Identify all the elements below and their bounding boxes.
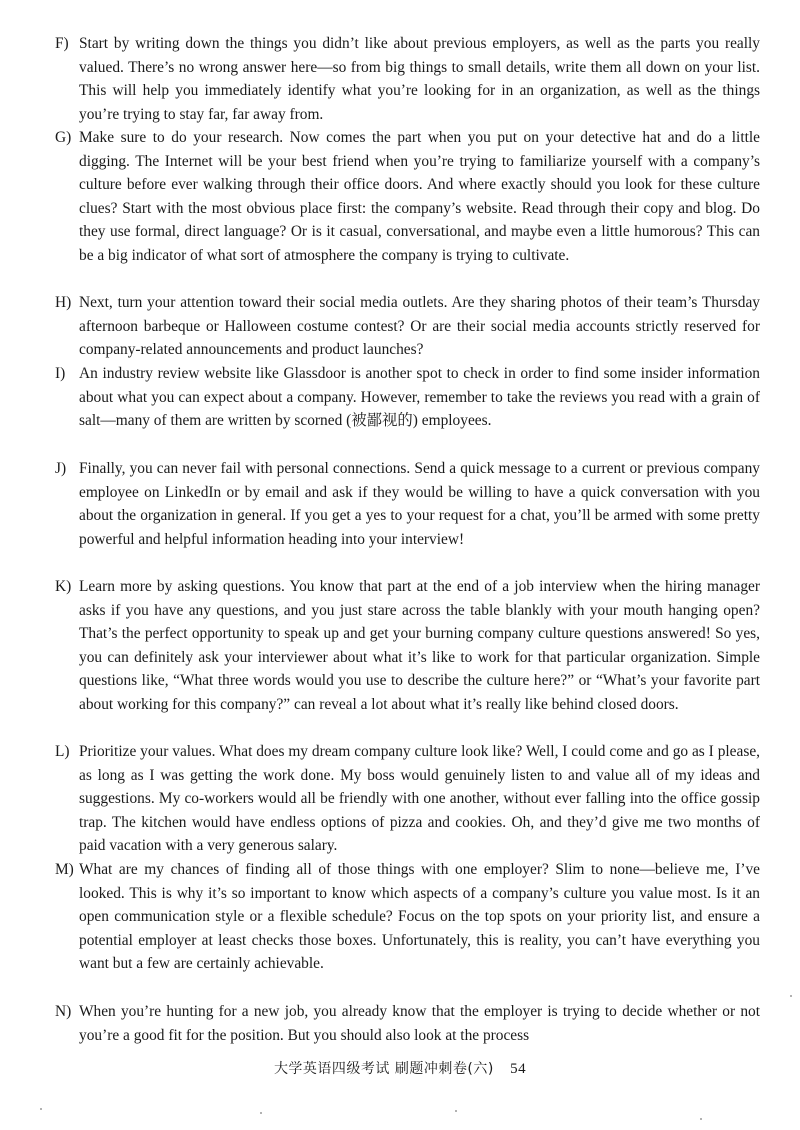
paragraph-text: Learn more by asking questions. You know that part at the end of a job interview when the hiring manager asks if you have any questions, and you just stare across the table blankly with your mouth hanging open? That’s the perfect opportunity to speak up and get your burning company culture questions answered! So yes, you can definitely ask your interviewer about what it’s like to work for that particular organization. Simple questions like, “What three words would you use to describe the culture here?” or “What’s your favorite part about working for this company?” can reveal a lot about what it’s really like behind closed doors. xyxy=(79,578,760,713)
paragraph-n xyxy=(55,1000,760,1048)
scan-speck xyxy=(40,1108,42,1110)
paragraph-text: An industry review website like Glassdoor is another spot to check in order to find some insider information about what you can expect about a company. However, remember to take the reviews you read with a grain of salt—many of them are written by scorned (被鄙视的) employees. xyxy=(79,365,760,430)
paragraph-label: L) xyxy=(55,743,70,760)
paragraph-h xyxy=(55,291,760,362)
paragraph-m xyxy=(55,858,760,976)
paragraph-i xyxy=(55,362,760,433)
paragraph-label: N) xyxy=(55,1003,72,1020)
paragraph-label: H) xyxy=(55,294,72,311)
page-footer xyxy=(0,1058,800,1078)
paragraph-text: Prioritize your values. What does my dream company culture look like? Well, I could come and go as I please, as long as I was getting the work done. My boss would genuinely listen to and value all of my ideas and suggestions. My co-workers would all be friendly with one another, without ever falling into the office gossip trap. The kitchen would have endless options of pizza and cookies. Oh, and they’d give me two months of paid vacation with a very generous salary. xyxy=(79,743,760,855)
paragraph-label: G) xyxy=(55,129,72,146)
paragraph-l xyxy=(55,740,760,858)
paragraph-text: When you’re hunting for a new job, you already know that the employer is trying to decide whether or not you’re a good fit for the position. But you should also look at the process xyxy=(79,1003,760,1044)
scan-speck xyxy=(455,1110,457,1112)
paragraph-text: Make sure to do your research. Now comes the part when you put on your detective hat and do a little digging. The Internet will be your best friend when you’re trying to familiarize yourself with a company’s culture before ever walking through their office doors. And where exactly should you look for these culture clues? Start with the most obvious place first: the company’s website. Read through their copy and blog. Do they use formal, direct language? Or is it casual, conversational, and maybe even a little humorous? This can be a big indicator of what sort of atmosphere the company is trying to cultivate. xyxy=(79,129,760,264)
paragraph-label: K) xyxy=(55,578,72,595)
paragraph-g xyxy=(55,126,760,268)
footer-title: 大学英语四级考试 刷题冲刺卷(六) xyxy=(273,1061,494,1077)
paragraph-text: What are my chances of finding all of those things with one employer? Slim to none—believe me, I’ve looked. This is why it’s so important to know which aspects of a company’s culture you value most. Is it an open communication style or a flexible schedule? Focus on the top spots on your priority list, and ensure a potential employer at least checks those boxes. Unfortunately, this is reality, you can’t have everything you want but a few are certainly achievable. xyxy=(79,861,760,973)
paragraph-k xyxy=(55,575,760,717)
paragraph-label: J) xyxy=(55,460,67,477)
scan-speck xyxy=(700,1118,702,1120)
paragraph-f xyxy=(55,32,760,126)
page-number: 54 xyxy=(510,1061,527,1077)
scan-speck xyxy=(790,995,792,997)
paragraph-label: I) xyxy=(55,365,66,382)
scan-speck xyxy=(260,1112,262,1114)
paragraph-j xyxy=(55,457,760,551)
paragraph-text: Start by writing down the things you didn’t like about previous employers, as well as the parts you really valued. There’s no wrong answer here—so from big things to small details, write them all down on your list. This will help you immediately identify what you’re looking for in an organization, as well as the things you’re trying to stay far, far away from. xyxy=(79,35,760,123)
paragraph-text: Finally, you can never fail with personal connections. Send a quick message to a current or previous company employee on LinkedIn or by email and ask if they would be willing to have a quick conversation with you about the organization in general. If you get a yes to your request for a chat, you’ll be armed with some pretty powerful and helpful information heading into your interview! xyxy=(79,460,760,548)
paragraph-label: F) xyxy=(55,35,69,52)
paragraph-text: Next, turn your attention toward their social media outlets. Are they sharing photos of their team’s Thursday afternoon barbeque or Halloween costume contest? Or are their social media accounts strictly reserved for company-related announcements and product launches? xyxy=(79,294,760,359)
paragraph-label: M) xyxy=(55,861,74,878)
